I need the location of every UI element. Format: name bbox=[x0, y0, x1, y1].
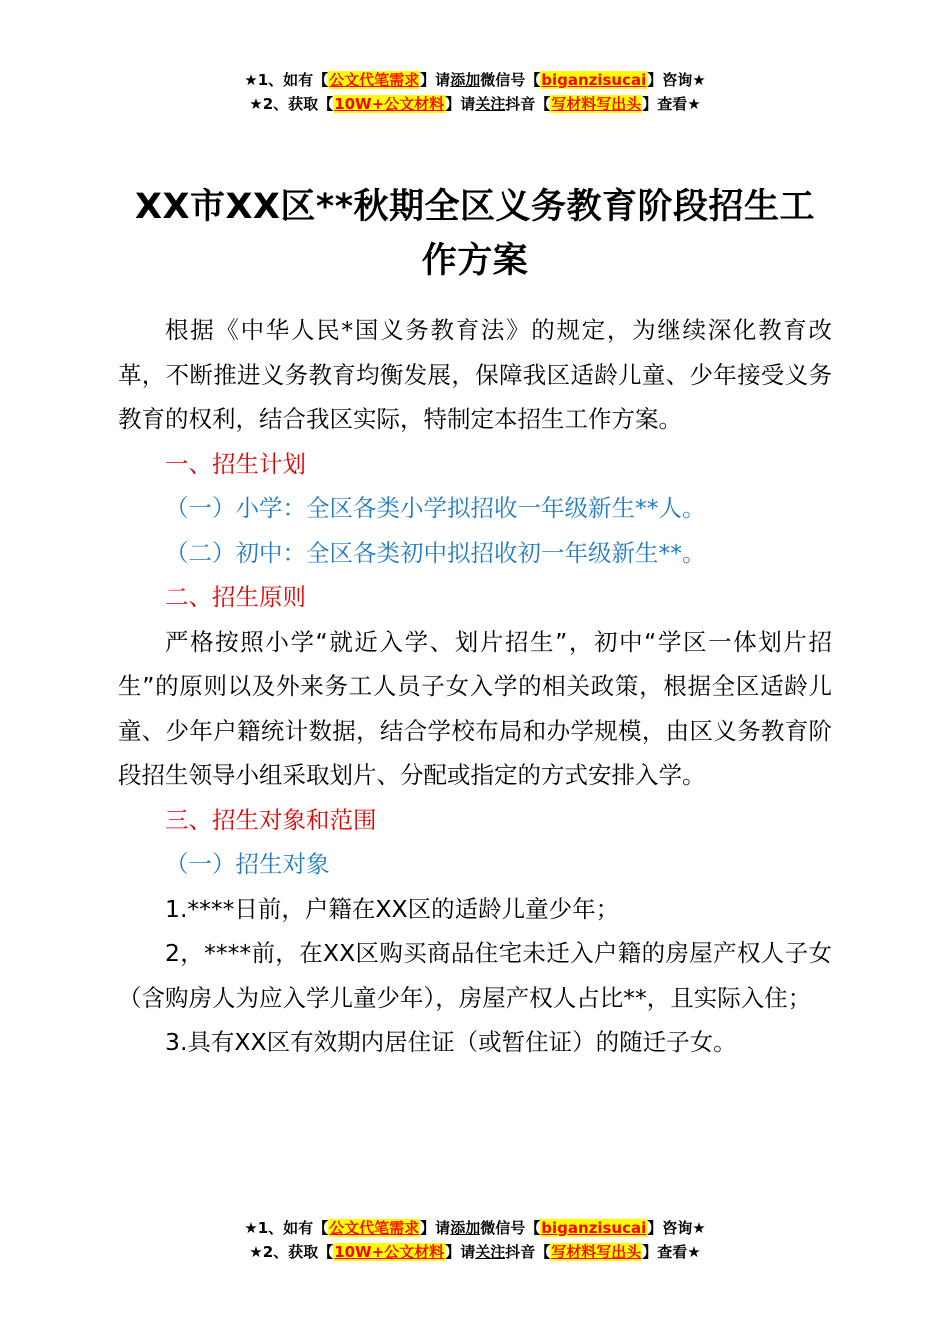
banner-text: 】请 bbox=[445, 1243, 476, 1261]
banner-underline-text: 关注 bbox=[475, 95, 506, 113]
banner-text: 】咨询★ bbox=[647, 71, 706, 89]
banner-underline-text: 关注 bbox=[475, 1243, 506, 1261]
list-item-3: 3.具有XX区有效期内居住证（或暂住证）的随迁子女。 bbox=[165, 1028, 737, 1056]
section-2-paragraph: 严格按照小学“就近入学、划片招生”，初中“学区一体划片招生”的原则以及外来务工人员子女入学的相关政策，根据全区适龄儿童、少年户籍统计数据，结合学校布局和办学规模，由区义务教育阶段招生领导小组采取划片、分配或指定的方式安排入学。 bbox=[118, 627, 832, 789]
banner-underline-text: 添加 bbox=[450, 1219, 481, 1237]
banner-line-2 bbox=[0, 1240, 950, 1264]
banner-text: ★2、获取【 bbox=[249, 95, 334, 113]
banner-underline-text: 添加 bbox=[450, 71, 481, 89]
banner-highlight: 公文代笔需求 bbox=[329, 71, 420, 89]
banner-highlight: 写材料写出头 bbox=[551, 95, 642, 113]
banner-text: 】请 bbox=[420, 1219, 451, 1237]
banner-text: 】请 bbox=[420, 71, 451, 89]
banner-text: 微信号【 bbox=[480, 1219, 541, 1237]
document-title: XX市XX区**秋期全区义务教育阶段招生工作方案 bbox=[134, 187, 816, 281]
banner-line-1 bbox=[0, 1216, 950, 1240]
intro-paragraph: 根据《中华人民*国义务教育法》的规定，为继续深化教育改革，不断推进义务教育均衡发展，保障我区适龄儿童、少年接受义务教育的权利，结合我区实际，特制定本招生工作方案。 bbox=[118, 316, 832, 433]
section-1-heading: 一、招生计划 bbox=[165, 449, 306, 478]
header-banner bbox=[0, 68, 950, 116]
banner-highlight: biganzisucai bbox=[541, 71, 647, 89]
banner-text: 】查看★ bbox=[642, 1243, 701, 1261]
banner-highlight: 公文代笔需求 bbox=[329, 1219, 420, 1237]
section-1-item-2: （二）初中：全区各类初中拟招收初一年级新生**。 bbox=[165, 538, 706, 567]
banner-highlight: 10W+公文材料 bbox=[334, 95, 445, 113]
banner-text: ★1、如有【 bbox=[244, 1219, 329, 1237]
section-2-heading: 二、招生原则 bbox=[165, 583, 306, 611]
section-3-subheading-1: （一）招生对象 bbox=[165, 850, 330, 878]
banner-highlight: 10W+公文材料 bbox=[334, 1243, 445, 1261]
section-3-heading: 三、招生对象和范围 bbox=[165, 805, 377, 834]
banner-text: 抖音【 bbox=[505, 95, 551, 113]
section-1-item-1: （一）小学：全区各类小学拟招收一年级新生**人。 bbox=[165, 494, 706, 522]
list-item-1: 1.****日前，户籍在XX区的适龄儿童少年； bbox=[165, 894, 620, 923]
banner-text: 微信号【 bbox=[480, 71, 541, 89]
banner-line-2 bbox=[0, 92, 950, 116]
banner-text: 】查看★ bbox=[642, 95, 701, 113]
banner-text: 】咨询★ bbox=[647, 1219, 706, 1237]
banner-text: ★2、获取【 bbox=[249, 1243, 334, 1261]
document-body bbox=[118, 308, 832, 1065]
banner-highlight: biganzisucai bbox=[541, 1219, 647, 1237]
banner-highlight: 写材料写出头 bbox=[551, 1243, 642, 1261]
banner-text: 】请 bbox=[445, 95, 476, 113]
banner-text: 抖音【 bbox=[505, 1243, 551, 1261]
list-item-2: 2，****前，在XX区购买商品住宅未迁入户籍的房屋产权人子女（含购房人为应入学儿童少年），房屋产权人占比**，且实际入住； bbox=[118, 939, 832, 1012]
banner-line-1 bbox=[0, 68, 950, 92]
banner-text: ★1、如有【 bbox=[244, 71, 329, 89]
footer-banner bbox=[0, 1216, 950, 1264]
